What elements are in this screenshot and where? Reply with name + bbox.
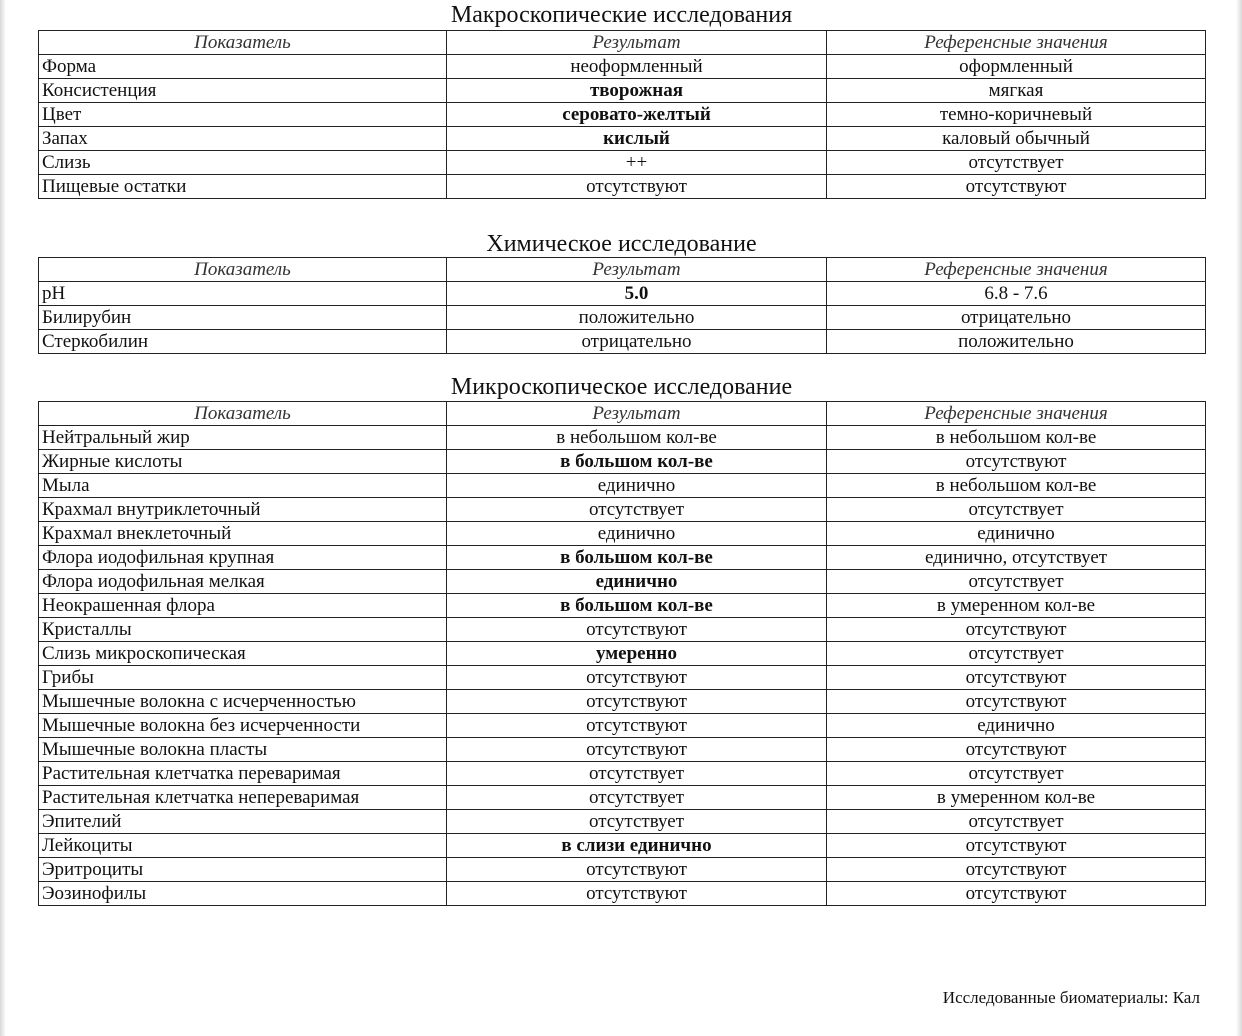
table-row <box>39 175 1206 199</box>
reference-value-cell: отсутствует <box>827 570 1206 594</box>
result-value-cell: в небольшом кол-ве <box>447 426 827 450</box>
indicator-name-cell: Крахмал внутриклеточный <box>39 498 447 522</box>
result-value-cell: творожная <box>447 79 827 103</box>
result-value-cell: отсутствует <box>447 762 827 786</box>
reference-value-cell: отсутствует <box>827 762 1206 786</box>
table-row <box>39 306 1206 330</box>
table-microscopic <box>38 401 1206 906</box>
table-row <box>39 786 1206 810</box>
table-row <box>39 714 1206 738</box>
result-value-cell: неоформленный <box>447 55 827 79</box>
table-macroscopic <box>38 30 1206 199</box>
result-value-cell: единично <box>447 522 827 546</box>
table-chemical <box>38 257 1206 354</box>
indicator-name-cell: Мышечные волокна с исчерченностью <box>39 690 447 714</box>
result-value-cell: отсутствует <box>447 810 827 834</box>
reference-value-cell: отсутствуют <box>827 618 1206 642</box>
table-row <box>39 330 1206 354</box>
reference-value-cell: отсутствует <box>827 642 1206 666</box>
table-row <box>39 834 1206 858</box>
indicator-name-cell: Стеркобилин <box>39 330 447 354</box>
result-value-cell: кислый <box>447 127 827 151</box>
table-row <box>39 738 1206 762</box>
column-header-reference: Референсные значения <box>827 31 1206 55</box>
result-value-cell: отсутствуют <box>447 666 827 690</box>
reference-value-cell: отсутствует <box>827 498 1206 522</box>
table-row <box>39 450 1206 474</box>
column-header-indicator: Показатель <box>39 258 447 282</box>
result-value-cell: отсутствуют <box>447 175 827 199</box>
indicator-name-cell: pH <box>39 282 447 306</box>
table-row <box>39 55 1206 79</box>
section-title-macroscopic: Макроскопические исследования <box>450 2 793 28</box>
indicator-name-cell: Слизь <box>39 151 447 175</box>
result-value-cell: отсутствуют <box>447 714 827 738</box>
table-row <box>39 858 1206 882</box>
table-row <box>39 666 1206 690</box>
indicator-name-cell: Мыла <box>39 474 447 498</box>
table-row <box>39 474 1206 498</box>
indicator-name-cell: Пищевые остатки <box>39 175 447 199</box>
indicator-name-cell: Кристаллы <box>39 618 447 642</box>
result-value-cell: отсутствуют <box>447 738 827 762</box>
reference-value-cell: отсутствуют <box>827 738 1206 762</box>
reference-value-cell: отсутствует <box>827 151 1206 175</box>
reference-value-cell: единично, отсутствует <box>827 546 1206 570</box>
table-row <box>39 570 1206 594</box>
reference-value-cell: отсутствуют <box>827 858 1206 882</box>
reference-value-cell: единично <box>827 522 1206 546</box>
indicator-name-cell: Грибы <box>39 666 447 690</box>
table-row <box>39 762 1206 786</box>
result-value-cell: в большом кол-ве <box>447 594 827 618</box>
indicator-name-cell: Растительная клетчатка непереваримая <box>39 786 447 810</box>
result-value-cell: умеренно <box>447 642 827 666</box>
reference-value-cell: отсутствует <box>827 810 1206 834</box>
indicator-name-cell: Консистенция <box>39 79 447 103</box>
result-value-cell: серовато-желтый <box>447 103 827 127</box>
indicator-name-cell: Мышечные волокна без исчерченности <box>39 714 447 738</box>
indicator-name-cell: Растительная клетчатка переваримая <box>39 762 447 786</box>
table-header-row <box>39 402 1206 426</box>
table-row <box>39 882 1206 906</box>
indicator-name-cell: Крахмал внеклеточный <box>39 522 447 546</box>
table-row <box>39 810 1206 834</box>
reference-value-cell: в небольшом кол-ве <box>827 474 1206 498</box>
indicator-name-cell: Запах <box>39 127 447 151</box>
page-edge-right <box>1236 0 1242 1036</box>
biomaterial-footer: Исследованные биоматериалы: Кал <box>942 988 1200 1007</box>
indicator-name-cell: Жирные кислоты <box>39 450 447 474</box>
reference-value-cell: в небольшом кол-ве <box>827 426 1206 450</box>
reference-value-cell: положительно <box>827 330 1206 354</box>
indicator-name-cell: Эозинофилы <box>39 882 447 906</box>
result-value-cell: единично <box>447 474 827 498</box>
column-header-result: Результат <box>447 31 827 55</box>
indicator-name-cell: Эритроциты <box>39 858 447 882</box>
table-row <box>39 498 1206 522</box>
indicator-name-cell: Слизь микроскопическая <box>39 642 447 666</box>
column-header-indicator: Показатель <box>39 402 447 426</box>
indicator-name-cell: Эпителий <box>39 810 447 834</box>
result-value-cell: отсутствует <box>447 786 827 810</box>
reference-value-cell: мягкая <box>827 79 1206 103</box>
indicator-name-cell: Билирубин <box>39 306 447 330</box>
column-header-reference: Референсные значения <box>827 258 1206 282</box>
reference-value-cell: единично <box>827 714 1206 738</box>
indicator-name-cell: Нейтральный жир <box>39 426 447 450</box>
table-row <box>39 79 1206 103</box>
result-value-cell: ++ <box>447 151 827 175</box>
result-value-cell: положительно <box>447 306 827 330</box>
table-row <box>39 642 1206 666</box>
table-row <box>39 426 1206 450</box>
page-edge-left <box>0 0 6 1036</box>
reference-value-cell: отсутствуют <box>827 175 1206 199</box>
result-value-cell: 5.0 <box>447 282 827 306</box>
reference-value-cell: оформленный <box>827 55 1206 79</box>
table-row <box>39 546 1206 570</box>
table-header-row <box>39 31 1206 55</box>
reference-value-cell: в умеренном кол-ве <box>827 786 1206 810</box>
result-value-cell: отрицательно <box>447 330 827 354</box>
result-value-cell: единично <box>447 570 827 594</box>
indicator-name-cell: Форма <box>39 55 447 79</box>
section-title-chemical: Химическое исследование <box>486 231 757 257</box>
result-value-cell: в большом кол-ве <box>447 450 827 474</box>
result-value-cell: отсутствуют <box>447 882 827 906</box>
column-header-indicator: Показатель <box>39 31 447 55</box>
reference-value-cell: каловый обычный <box>827 127 1206 151</box>
table-row <box>39 618 1206 642</box>
table-row <box>39 103 1206 127</box>
result-value-cell: отсутствуют <box>447 690 827 714</box>
table-row <box>39 522 1206 546</box>
indicator-name-cell: Неокрашенная флора <box>39 594 447 618</box>
table-row <box>39 127 1206 151</box>
reference-value-cell: отсутствуют <box>827 882 1206 906</box>
result-value-cell: отсутствуют <box>447 858 827 882</box>
column-header-reference: Референсные значения <box>827 402 1206 426</box>
reference-value-cell: отсутствуют <box>827 450 1206 474</box>
reference-value-cell: 6.8 - 7.6 <box>827 282 1206 306</box>
result-value-cell: в слизи единично <box>447 834 827 858</box>
reference-value-cell: отсутствуют <box>827 834 1206 858</box>
result-value-cell: отсутствуют <box>447 618 827 642</box>
indicator-name-cell: Флора иодофильная крупная <box>39 546 447 570</box>
result-value-cell: в большом кол-ве <box>447 546 827 570</box>
table-row <box>39 282 1206 306</box>
reference-value-cell: отсутствуют <box>827 690 1206 714</box>
table-row <box>39 690 1206 714</box>
indicator-name-cell: Лейкоциты <box>39 834 447 858</box>
reference-value-cell: темно-коричневый <box>827 103 1206 127</box>
table-row <box>39 594 1206 618</box>
reference-value-cell: отсутствуют <box>827 666 1206 690</box>
column-header-result: Результат <box>447 258 827 282</box>
indicator-name-cell: Цвет <box>39 103 447 127</box>
indicator-name-cell: Мышечные волокна пласты <box>39 738 447 762</box>
indicator-name-cell: Флора иодофильная мелкая <box>39 570 447 594</box>
reference-value-cell: в умеренном кол-ве <box>827 594 1206 618</box>
table-header-row <box>39 258 1206 282</box>
result-value-cell: отсутствует <box>447 498 827 522</box>
column-header-result: Результат <box>447 402 827 426</box>
table-row <box>39 151 1206 175</box>
section-title-microscopic: Микроскопическое исследование <box>450 374 793 400</box>
reference-value-cell: отрицательно <box>827 306 1206 330</box>
